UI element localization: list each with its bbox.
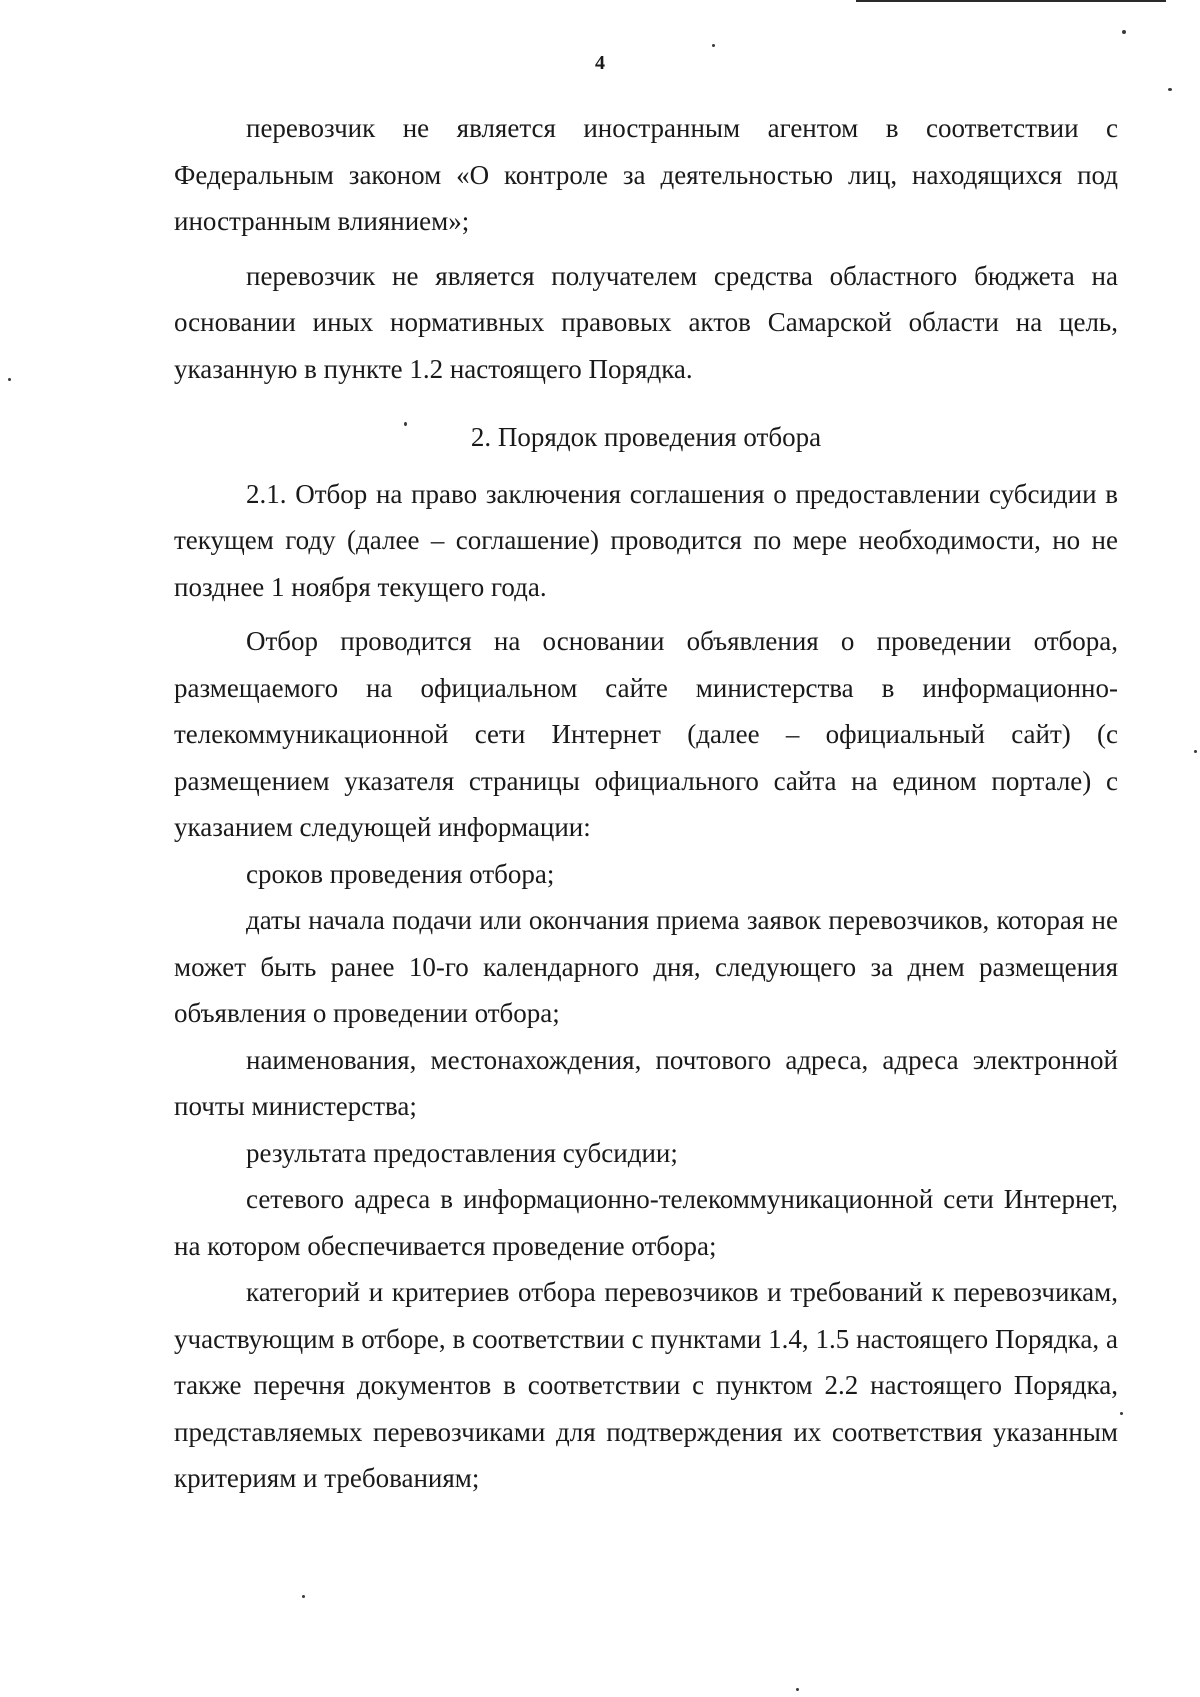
paragraph: Отбор проводится на основании объявления о проведении отбора, размещаемого на официальном сайте министерства в информационно-телекоммуникационной сети Интернет (далее – официальный сайт) (с размещением указателя страницы официального сайта на едином портале) с указанием следующей информации: — [174, 626, 1118, 842]
list-item: наименования, местонахождения, почтового адреса, адреса электронной почты министерства; — [174, 1044, 1118, 1121]
scan-speck — [796, 1688, 799, 1691]
scan-speck — [8, 378, 11, 381]
paragraph: перевозчик не является получателем средства областного бюджета на основании иных нормативных правовых актов Самарской области на цель, указанную в пункте 1.2 настоящего Порядка. — [174, 260, 1118, 384]
scan-speck — [712, 44, 715, 47]
list-item: сетевого адреса в информационно-телекоммуникационной сети Интернет, на котором обеспечивается проведение отбора; — [174, 1184, 1118, 1261]
document-body — [174, 105, 1118, 1502]
list-item: категорий и критериев отбора перевозчиков и требований к перевозчикам, участвующим в отборе, в соответствии с пунктами 1.4, 1.5 настоящего Порядка, а также перечня документов в соответствии с пунктом 2.2 настоящего Порядка, представляемых перевозчиками для подтверждения их соответствия указанным критериям и требованиям; — [174, 1277, 1118, 1493]
page-number: 4 — [595, 52, 605, 74]
scan-speck — [1194, 750, 1197, 753]
list-item: даты начала подачи или окончания приема заявок перевозчиков, которая не может быть ранее 10-го календарного дня, следующего за днем размещения объявления о проведении отбора; — [174, 905, 1118, 1028]
scan-speck — [1168, 88, 1172, 91]
scan-speck — [302, 1595, 305, 1598]
scan-speck — [1122, 30, 1126, 34]
paragraph: перевозчик не является иностранным агентом в соответствии с Федеральным законом «О контроле за деятельностью лиц, находящихся под иностранным влиянием»; — [174, 113, 1118, 236]
paragraph: 2.1. Отбор на право заключения соглашения о предоставлении субсидии в текущем году (далее – соглашение) проводится по мере необходимости, но не позднее 1 ноября текущего года. — [174, 478, 1118, 602]
scan-speck — [1120, 1412, 1123, 1415]
list-item: сроков проведения отбора; — [246, 858, 555, 889]
section-heading: 2. Порядок проведения отбора — [470, 422, 822, 452]
scan-edge-line — [856, 0, 1166, 2]
list-item: результата предоставления субсидии; — [246, 1137, 678, 1168]
